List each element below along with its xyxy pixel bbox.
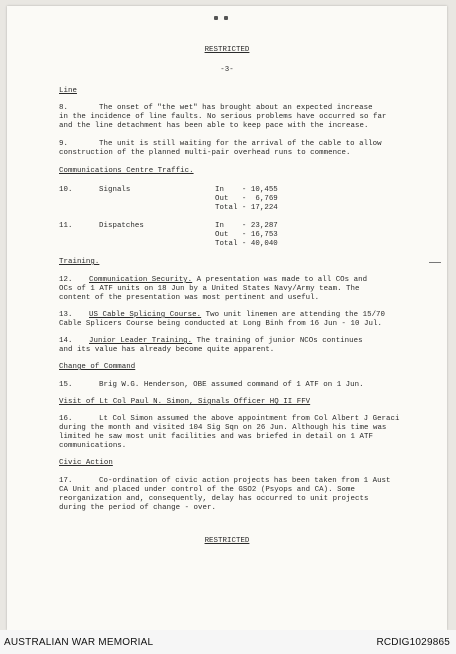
punch-mark	[214, 16, 218, 20]
para-17-line-4: during the period of change - over.	[59, 504, 216, 512]
para-8-line-1: The onset of "the wet" has brought about an expected increase	[99, 104, 373, 112]
para-13-line-1	[89, 311, 385, 320]
archive-footer	[0, 630, 456, 654]
para-9-line-2: construction of the planned multi-pair overhead runs to commence.	[59, 149, 351, 157]
para-14-text: The training of junior NCOs continues	[192, 337, 363, 345]
para-15-number: 15.	[59, 381, 73, 389]
section-title-line: Line	[59, 87, 77, 95]
section-title-comms: Communications Centre Traffic.	[59, 167, 194, 175]
section-title-civic: Civic Action	[59, 459, 113, 467]
para-12-heading: Communication Security.	[89, 276, 193, 284]
para-10-number: 10.	[59, 186, 73, 194]
para-16-line-2: during the month and visited 104 Sig Sqn on 26 Jun. Although his time was	[59, 424, 387, 432]
para-8-line-3: and the line detachment has been able to keep pace with the increase.	[59, 122, 369, 130]
punch-mark	[224, 16, 228, 20]
dispatches-total: Total - 40,040	[215, 240, 278, 248]
para-15-text: Brig W.G. Henderson, OBE assumed command of 1 ATF on 1 Jun.	[99, 381, 364, 389]
section-title-command: Change of Command	[59, 363, 136, 371]
archive-source: AUSTRALIAN WAR MEMORIAL	[4, 637, 154, 648]
para-14-number: 14.	[59, 337, 73, 345]
para-12-line-3: content of the presentation was most pertinent and useful.	[59, 294, 320, 302]
para-12-text: A presentation was made to all COs and	[192, 276, 368, 284]
para-9-line-1: The unit is still waiting for the arrival of the cable to allow	[99, 140, 382, 148]
para-11-number: 11.	[59, 222, 73, 230]
signals-out: Out - 6,769	[215, 195, 278, 203]
section-title-training: Training.	[59, 258, 100, 266]
section-title-visit: Visit of Lt Col Paul N. Simon, Signals Officer HQ II FFV	[59, 398, 311, 406]
dispatches-out: Out - 16,753	[215, 231, 278, 239]
archive-id: RCDIG1029865	[376, 637, 450, 648]
para-17-line-2: CA Unit and placed under control of the GSO2 (Psyops and CA). Some	[59, 486, 356, 494]
para-16-line-3: limited he saw most unit facilities and was briefed in detail on 1 ATF	[59, 433, 373, 441]
signals-in: In - 10,455	[215, 186, 278, 194]
page-number: -3-	[220, 66, 234, 74]
margin-mark	[429, 262, 441, 263]
para-16-number: 16.	[59, 415, 73, 423]
para-12-line-1	[89, 276, 367, 285]
para-13-text: Two unit linemen are attending the 15/70	[201, 311, 386, 319]
signals-label: Signals	[99, 186, 131, 194]
document-page	[7, 6, 447, 630]
para-9-number: 9.	[59, 140, 68, 148]
para-16-line-4: communications.	[59, 442, 127, 450]
para-14-line-1	[89, 337, 363, 346]
para-16-line-1: Lt Col Simon assumed the above appointment from Col Albert J Geraci	[99, 415, 400, 423]
para-14-line-2: and its value has already become quite apparent.	[59, 346, 275, 354]
classification-header: RESTRICTED	[204, 46, 250, 54]
para-14-heading: Junior Leader Training.	[89, 337, 193, 345]
para-13-heading: US Cable Splicing Course.	[89, 311, 202, 319]
para-17-line-3: reorganization and, consequently, delay has occurred to unit projects	[59, 495, 369, 503]
para-13-number: 13.	[59, 311, 73, 319]
dispatches-label: Dispatches	[99, 222, 144, 230]
para-8-line-2: in the incidence of line faults. No serious problems have occurred so far	[59, 113, 387, 121]
para-12-line-2: OCs of 1 ATF units on 18 Jun by a United States Navy/Army team. The	[59, 285, 360, 293]
signals-total: Total - 17,224	[215, 204, 278, 212]
para-8-number: 8.	[59, 104, 68, 112]
para-17-line-1: Co-ordination of civic action projects has been taken from 1 Aust	[99, 477, 391, 485]
para-12-number: 12.	[59, 276, 73, 284]
dispatches-in: In - 23,287	[215, 222, 278, 230]
classification-footer: RESTRICTED	[204, 537, 250, 545]
para-13-line-2: Cable Splicers Course being conducted at Long Binh from 16 Jun - 10 Jul.	[59, 320, 382, 328]
para-17-number: 17.	[59, 477, 73, 485]
